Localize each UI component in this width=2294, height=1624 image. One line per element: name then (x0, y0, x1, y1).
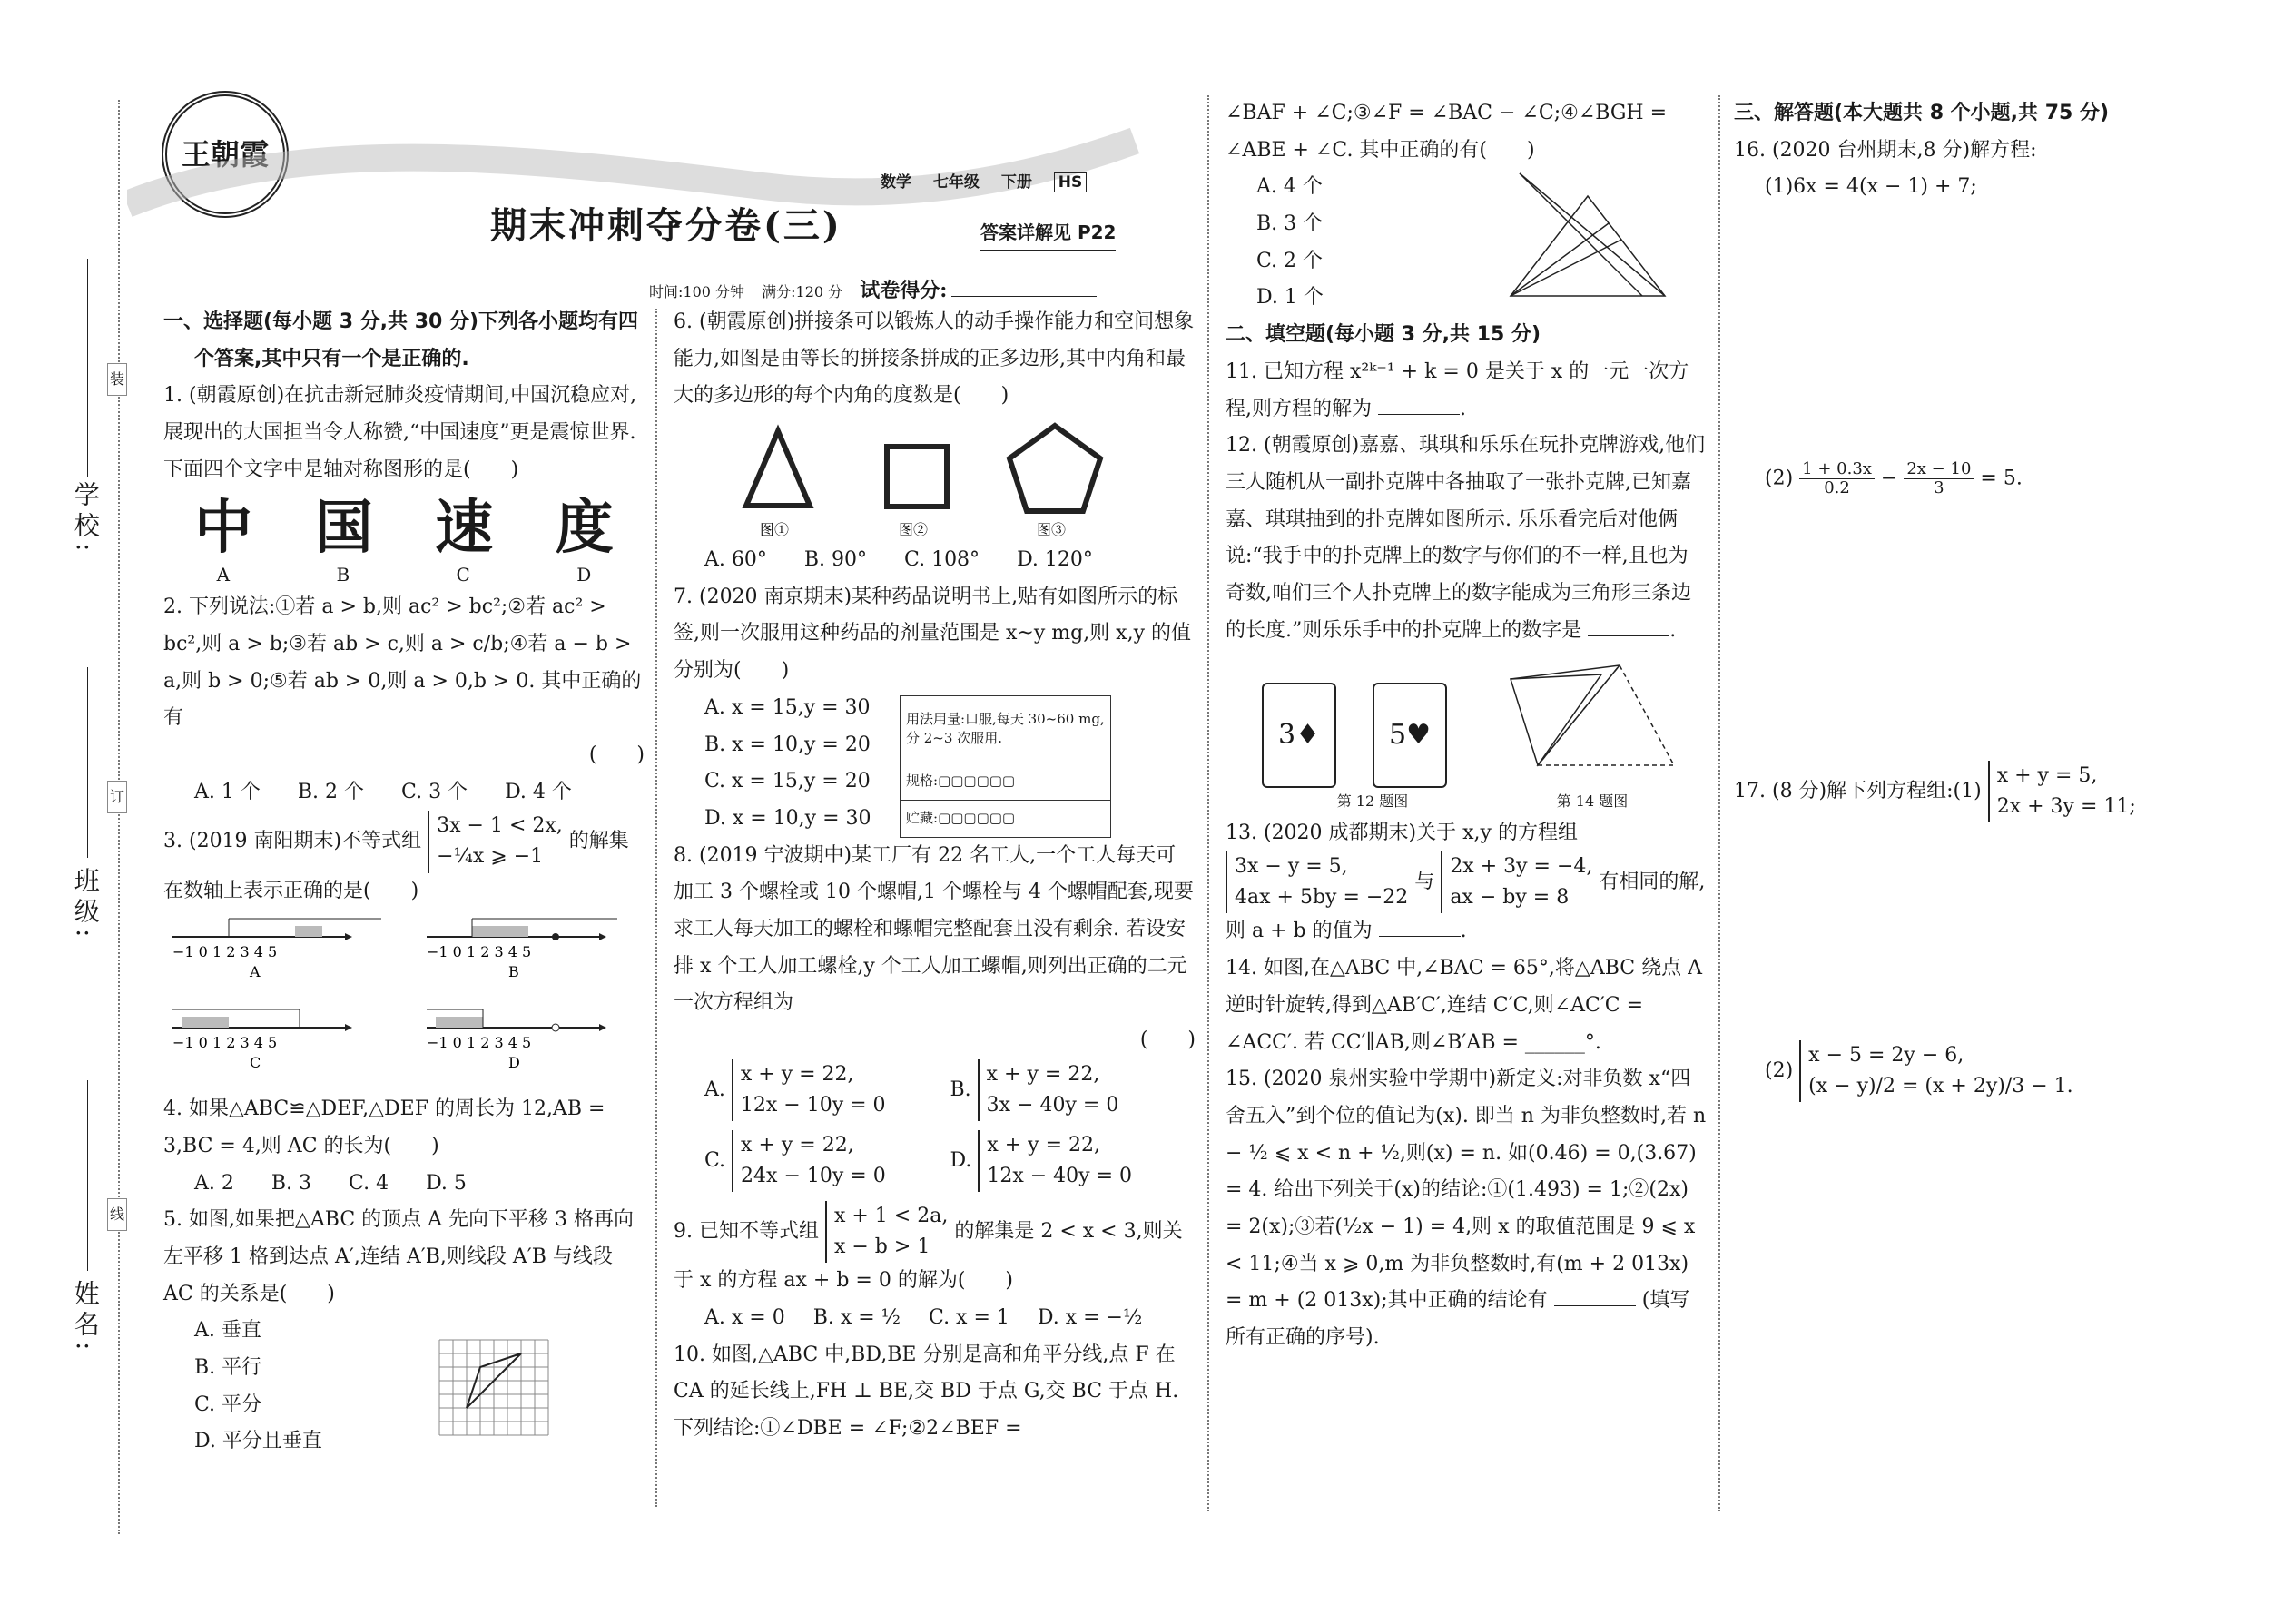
q8-a-1: x + y = 22, (740, 1062, 854, 1086)
name-line[interactable] (87, 1080, 88, 1271)
q3-sys-1: 3x − 1 < 2x, (437, 814, 563, 838)
q16-part-2: (2) $\frac{1 + 0.3x}{0.2}$ − $\frac{2x - 10}{3}$ = 5. (1765, 459, 2023, 497)
numberline-a-ticks: −1 0 1 2 3 4 5 (172, 943, 278, 961)
binding-line (118, 100, 120, 1534)
q10-options (1226, 169, 1501, 317)
question-15 (1226, 1061, 1707, 1357)
column-1 (163, 304, 645, 1461)
q5-option-c[interactable]: C. 平分 (194, 1393, 262, 1416)
q3-pre: 3. (2019 南阳期末)不等式组 (163, 830, 422, 853)
q4-option-b[interactable]: B. 3 (271, 1171, 312, 1195)
q17-text: 17. (8 分)解下列方程组:(1) (1734, 780, 1982, 803)
q3-sys-2: −¼x ⩾ −1 (437, 845, 544, 869)
q3-number-lines (163, 910, 635, 1091)
binding-mark-1: 装 (107, 363, 127, 396)
q16-part-1: (1)6x = 4(x − 1) + 7; (1765, 175, 1977, 199)
q9-sys-2: x − b > 1 (833, 1235, 930, 1259)
q6-fig-3: 图③ (1037, 521, 1067, 539)
question-14: 14. 如图,在△ABC 中,∠BAC = 65°,将△ABC 绕点 A 逆时针旋转,得到△AB′C′,连结 C′C,则∠AC′C = ∠ACC′. 若 CC′∥AB,则∠B′AB = ______°. (1226, 957, 1702, 1054)
q16-answer-space-1[interactable] (1734, 206, 2279, 460)
answer-reference: 答案详解见 P22 (980, 216, 1116, 251)
q17-2-sys-2: (x − y)/2 = (x + 2y)/3 − 1. (1808, 1075, 2073, 1098)
q16-fraction-2 (1904, 460, 1974, 497)
q7-label-storage: 贮藏:▢▢▢▢▢▢ (901, 800, 1111, 837)
q17-system-1 (1988, 761, 2136, 822)
q8-d-1: x + y = 22, (987, 1133, 1101, 1156)
numberline-d-ticks: −1 0 1 2 3 4 5 (427, 1034, 532, 1052)
column-divider-3 (1718, 95, 1720, 1511)
q17-sys-1: x + y = 5, (1996, 764, 2098, 788)
q6-option-c[interactable]: C. 108° (904, 548, 980, 572)
q8-paren: ( ) (1139, 1029, 1196, 1051)
q1-char-a: 中 (194, 495, 253, 563)
q15-tail: (填写所有正确的序号). (1226, 1289, 1690, 1350)
class-line[interactable] (87, 667, 88, 858)
exam-time: 时间:100 分钟 (649, 283, 745, 300)
q12-figure (1262, 683, 1483, 815)
tag-grade: 七年级 (932, 173, 980, 192)
q17-answer-space-1[interactable] (1734, 822, 2279, 1040)
question-6: 6. (朝霞原创)拼接条可以锻炼人的动手操作能力和空间想象能力,如图是由等长的拼接条拼成的正多边形,其中内角和最大的多边形的每个内角的度数是( ) (674, 310, 1195, 408)
q1-label-c: C (456, 564, 470, 586)
question-9 (674, 1201, 1196, 1300)
q9-option-c[interactable]: C. x = 1 (929, 1305, 1009, 1329)
q5-body (163, 1313, 645, 1461)
playing-card-2: 5♥ (1373, 683, 1447, 788)
q1-characters (163, 494, 645, 564)
q7-option-a[interactable]: A. x = 15,y = 30 (704, 695, 871, 719)
brand-text: 王朝霞 (181, 137, 269, 172)
q9-pre: 9. 已知不等式组 (674, 1220, 819, 1244)
binding-mark-2: 订 (107, 781, 127, 813)
question-7: 7. (2020 南京期末)某种药品说明书上,贴有如图所示的标签,则一次服用这种药品的剂量范围是 x~y mg,则 x,y 的值分别为( ) (674, 585, 1192, 683)
q1-labels (163, 564, 645, 586)
q6-option-a[interactable]: A. 60° (704, 548, 767, 572)
q15-text: 15. (2020 泉州实验中学期中)新定义:对非负数 x“四舍五入”到个位的值记为(x). 即当 n 为非负整数时,若 n − ½ ⩽ x < n + ½,则(x) = n. 如(0.46) = 0,(3.67) = 4. 给出下列关于(x)的结论:①(1.493) = 1;②(2x) = 2(x);③若(½x − 1) = 4,则 x 的取值范围是 9 ⩽ x < 11;④当 x ⩾ 0,m 为非负整数时,有(m + 2 013x) = m + (2 013x);其中正确的结论有 (1226, 1068, 1707, 1313)
numberline-a[interactable] (172, 919, 381, 940)
q11-text: 11. 已知方程 x²ᵏ⁻¹ + k = 0 是关于 x 的一元一次方程,则方程的解为 (1226, 359, 1689, 420)
numberline-d-label: D (508, 1054, 520, 1072)
q3-system (428, 811, 563, 872)
q16-2-pre: (2) (1765, 467, 1794, 490)
q7-label-usage (901, 695, 1111, 763)
numberline-b-label: B (508, 963, 519, 981)
q12-caption: 第 12 题图 (1336, 792, 1409, 810)
q13-post: 有相同的解,则 a + b 的值为 (1226, 871, 1706, 943)
q2-option-d[interactable]: D. 4 个 (505, 780, 572, 803)
q6-fig-2: 图② (899, 521, 929, 539)
q7-body (674, 690, 1196, 838)
school-line[interactable] (87, 259, 88, 477)
name-label: 姓名: (70, 1280, 101, 1356)
q4-option-c[interactable]: C. 4 (349, 1171, 389, 1195)
q8-c-1: x + y = 22, (741, 1133, 854, 1156)
q8-b-1: x + y = 22, (986, 1062, 1100, 1086)
q9-sys-1: x + 1 < 2a, (833, 1205, 949, 1228)
q12-text: 12. (朝霞原创)嘉嘉、琪琪和乐乐在玩扑克牌游戏,他们三人随机从一副扑克牌中各抽取了一张扑克牌,已知嘉嘉、琪琪抽到的扑克牌如图所示. 乐乐看完后对他俩说:“我手中的扑克牌上的数字与你们的不一样,且也为奇数,咱们三个人扑克牌上的数字能成为三角形三条边的长度.”则乐乐手中的扑克牌上的数字是 (1226, 434, 1706, 642)
section1-title: 一、选择题(每小题 3 分,共 30 分)下列各小题均有四 (163, 310, 639, 333)
class-label: 班级: (70, 867, 101, 943)
q6-fig-1: 图① (760, 521, 790, 539)
q10-option-d[interactable]: D. 1 个 (1256, 286, 1324, 310)
q14-rotation-figure (1501, 656, 1683, 774)
column-divider-2 (1207, 95, 1209, 1511)
question-1: 1. (朝霞原创)在抗击新冠肺炎疫情期间,中国沉稳应对,展现出的大国担当令人称赞,“中国速度”更是震惊世界.下面四个文字中是轴对称图形的是( ) (163, 384, 637, 481)
question-11: 11. 已知方程 x²ᵏ⁻¹ + k = 0 是关于 x 的一元一次方程,则方程的解为 . (1226, 359, 1689, 420)
q10-triangle-figure (1501, 169, 1683, 305)
q17-2-sys-1: x − 5 = 2y − 6, (1808, 1044, 1964, 1068)
binding-mark-3: 线 (107, 1198, 127, 1231)
q17-system-2 (1799, 1040, 2073, 1102)
q5-option-b[interactable]: B. 平行 (194, 1356, 262, 1380)
question-4: 4. 如果△ABC≌△DEF,△DEF 的周长为 12,AB = 3,BC = 4,则 AC 的长为( ) (163, 1097, 605, 1157)
question-3 (163, 811, 645, 910)
q7-label-line-1: 用法用量:口服,每天 30~60 mg, (906, 711, 1105, 728)
tag-edition: HS (1054, 172, 1087, 192)
q5-option-a[interactable]: A. 垂直 (194, 1319, 261, 1343)
q16-frac2-num: 2x − 10 (1904, 460, 1974, 479)
q6-option-d[interactable]: D. 120° (1017, 548, 1093, 572)
q16-frac1-num: 1 + 0.3x (1799, 460, 1875, 479)
q1-char-c: 速 (435, 495, 494, 563)
question-13: 13. (2020 成都期末)关于 x,y 的方程组 3x − y = 5, 4ax + 5by = −22 与 2x + 3y = −4, ax − by = 8 有相同的解,则 a + b 的值为 . (1226, 821, 1706, 943)
q13-mid: 与 (1414, 871, 1435, 894)
q7-label-spec-text: 规格: (906, 773, 939, 790)
q10-option-a[interactable]: A. 4 个 (1256, 175, 1323, 199)
q13-sys-1: 3x − y = 5, (1235, 855, 1348, 879)
q1-char-d: 度 (555, 495, 614, 563)
score-blank[interactable] (951, 296, 1097, 297)
q8-option-b[interactable]: B. x + y = 22, 3x − 40y = 0 (950, 1059, 1196, 1121)
column-2 (674, 304, 1196, 1448)
numberline-b[interactable] (427, 919, 617, 940)
q6-option-b[interactable]: B. 90° (803, 548, 868, 572)
playing-card-1: 3♦ (1262, 683, 1336, 788)
q17-sys-2: 2x + 3y = 11; (1996, 795, 2136, 819)
q6-figures (674, 415, 1182, 542)
q14-caption: 第 14 题图 (1556, 792, 1629, 810)
section1-title-2: 个答案,其中只有一个是正确的. (194, 347, 469, 370)
exam-score-label: 试卷得分: (860, 279, 948, 302)
q10-continued: ∠BAF + ∠C;③∠F = ∠BAC − ∠C;④∠BGH = ∠ABE + ∠C. 其中正确的有( ) (1226, 102, 1668, 162)
q2-option-c[interactable]: C. 3 个 (401, 780, 468, 803)
q1-label-d: D (576, 564, 592, 586)
q14-figure (1501, 656, 1683, 814)
tag-subject: 数学 (881, 173, 911, 192)
q13-system-2 (1441, 851, 1592, 913)
column-divider-1 (655, 309, 657, 1507)
q7-label-line-2: 分 2~3 次服用. (906, 730, 1002, 747)
question-8: 8. (2019 宁波期中)某工厂有 22 名工人,一个工人每天可加工 3 个螺栓或 10 个螺帽,1 个螺栓与 4 个螺帽配套,现要求工人每天加工的螺栓和螺帽完整配套且没有剩余. 若设安排 x 个工人加工螺栓,y 个工人加工螺帽,则列出正确的二元一次方程组为 (674, 843, 1194, 1015)
column-4 (1734, 95, 2279, 1102)
q8-option-c[interactable]: C. x + y = 22, 24x − 10y = 0 (704, 1130, 950, 1192)
q2-option-b[interactable]: B. 2 个 (297, 780, 365, 803)
page-title: 期末冲刺夺分卷(三) (490, 204, 842, 247)
column-3 (1226, 95, 1707, 1357)
section2-title: 二、填空题(每小题 3 分,共 15 分) (1226, 323, 1541, 347)
school-label: 学校: (70, 481, 101, 557)
section3-title: 三、解答题(本大题共 8 个小题,共 75 分) (1734, 102, 2110, 124)
q9-system (825, 1201, 948, 1263)
q8-d-2: 12x − 40y = 0 (987, 1164, 1133, 1187)
q11-answer-blank[interactable] (1378, 396, 1460, 415)
q12-answer-blank[interactable] (1588, 617, 1669, 636)
q13-pre: 13. (2020 成都期末)关于 x,y 的方程组 (1226, 821, 1578, 844)
numberline-c-label: C (250, 1054, 261, 1072)
q13-sys-3: 2x + 3y = −4, (1450, 855, 1593, 879)
q10-body (1226, 169, 1707, 317)
q15-answer-blank[interactable] (1554, 1287, 1636, 1306)
q9-options (674, 1300, 1196, 1337)
question-5: 5. 如图,如果把△ABC 的顶点 A 先向下平移 3 格再向左平移 1 格到达点 A′,连结 A′B,则线段 A′B 与线段 AC 的关系是( ) (163, 1208, 635, 1305)
exam-full-score: 满分:120 分 (762, 283, 843, 300)
q13-system-1 (1226, 851, 1408, 913)
question-17 (1734, 761, 2279, 822)
numberline-c[interactable] (172, 1009, 352, 1031)
q4-option-a[interactable]: A. 2 (194, 1171, 234, 1195)
q1-label-b: B (336, 564, 350, 586)
q1-label-a: A (216, 564, 231, 586)
q7-option-d[interactable]: D. x = 10,y = 30 (704, 806, 871, 830)
q7-option-b[interactable]: B. x = 10,y = 20 (704, 733, 871, 756)
question-16: 16. (2020 台州期末,8 分)解方程: (1734, 138, 2037, 162)
numberline-c-ticks: −1 0 1 2 3 4 5 (172, 1034, 278, 1052)
q6-options (674, 542, 1196, 579)
q10-option-b[interactable]: B. 3 个 (1256, 212, 1324, 236)
q16-2-post: = 5. (1980, 467, 2023, 490)
q16-frac2-den: 3 (1934, 477, 1944, 497)
q7-label-spec: 规格:▢▢▢▢▢▢ (901, 763, 1111, 800)
q4-option-d[interactable]: D. 5 (426, 1171, 467, 1195)
q9-post: 的解集是 2 < x < 3,则关于 x 的方程 ax + b = 0 的解为( ) (674, 1220, 1183, 1293)
subject-tags (881, 169, 1087, 197)
q3-post: 的解集在数轴上表示正确的是( ) (163, 830, 629, 902)
q2-option-a[interactable]: A. 1 个 (194, 780, 261, 803)
q1-char-b: 国 (314, 495, 373, 563)
question-10: 10. 如图,△ABC 中,BD,BE 分别是高和角平分线,点 F 在 CA 的延长线上,FH ⊥ BE,交 BD 于点 G,交 BC 于点 H. 下列结论:①∠DBE = ∠F;②2∠BEF = (674, 1343, 1179, 1440)
q13-answer-blank[interactable] (1379, 918, 1461, 937)
question-2: 2. 下列说法:①若 a > b,则 ac² > bc²;②若 ac² > bc²,则 a > b;③若 ab > c,则 a > c/b;④若 a − b > a,则 b > 0;⑤若 ab > 0,则 a > 0,b > 0. 其中正确的有 (163, 595, 642, 730)
q13-sys-2: 4ax + 5by = −22 (1235, 886, 1409, 910)
q5-grid-figure (430, 1331, 557, 1449)
q9-option-a[interactable]: A. x = 0 (704, 1305, 785, 1329)
q2-paren: ( ) (588, 743, 645, 766)
numberline-d[interactable] (427, 1009, 606, 1031)
q8-options (674, 1059, 1196, 1192)
q16-fraction-1 (1799, 460, 1875, 497)
q10-option-c[interactable]: C. 2 个 (1256, 249, 1324, 272)
q16-frac1-den: 0.2 (1824, 477, 1850, 497)
question-12: 12. (朝霞原创)嘉嘉、琪琪和乐乐在玩扑克牌游戏,他们三人随机从一副扑克牌中各抽取了一张扑克牌,已知嘉嘉、琪琪抽到的扑克牌如图所示. 乐乐看完后对他俩说:“我手中的扑克牌上的数字与你们的不一样,且也为奇数,咱们三个人扑克牌上的数字能成为三角形三条边的长度.”则乐乐手中的扑克牌上的数字是 . (1226, 434, 1706, 642)
q9-option-b[interactable]: B. x = ½ (812, 1305, 901, 1329)
q16-answer-space-2[interactable] (1734, 497, 2279, 761)
q17-part-2 (1734, 1040, 2279, 1102)
q4-options (163, 1166, 645, 1203)
q12-q14-figures (1262, 656, 1707, 814)
q8-option-d[interactable]: D. x + y = 22, 12x − 40y = 0 (950, 1130, 1196, 1192)
tag-volume: 下册 (1000, 173, 1032, 192)
q7-label-storage-text: 贮藏: (906, 810, 939, 827)
q5-option-d[interactable]: D. 平分且垂直 (194, 1430, 322, 1453)
q8-a-2: 12x − 10y = 0 (740, 1093, 886, 1117)
q2-options (163, 774, 645, 812)
card-1-value: 3 (1278, 719, 1296, 751)
q7-options (674, 690, 900, 838)
q7-medicine-label (900, 695, 1111, 838)
q8-option-a[interactable]: A. x + y = 22, 12x − 10y = 0 (704, 1059, 950, 1121)
numberline-b-ticks: −1 0 1 2 3 4 5 (427, 943, 532, 961)
q7-option-c[interactable]: C. x = 15,y = 20 (704, 770, 871, 793)
q9-option-d[interactable]: D. x = −½ (1037, 1305, 1143, 1329)
card-2-value: 5 (1389, 719, 1407, 751)
q13-sys-4: ax − by = 8 (1450, 886, 1570, 910)
q5-options (163, 1313, 430, 1461)
q8-c-2: 24x − 10y = 0 (741, 1164, 886, 1187)
q8-b-2: 3x − 40y = 0 (986, 1093, 1119, 1117)
q17-2-pre: (2) (1765, 1059, 1794, 1083)
numberline-a-label: A (250, 963, 261, 981)
